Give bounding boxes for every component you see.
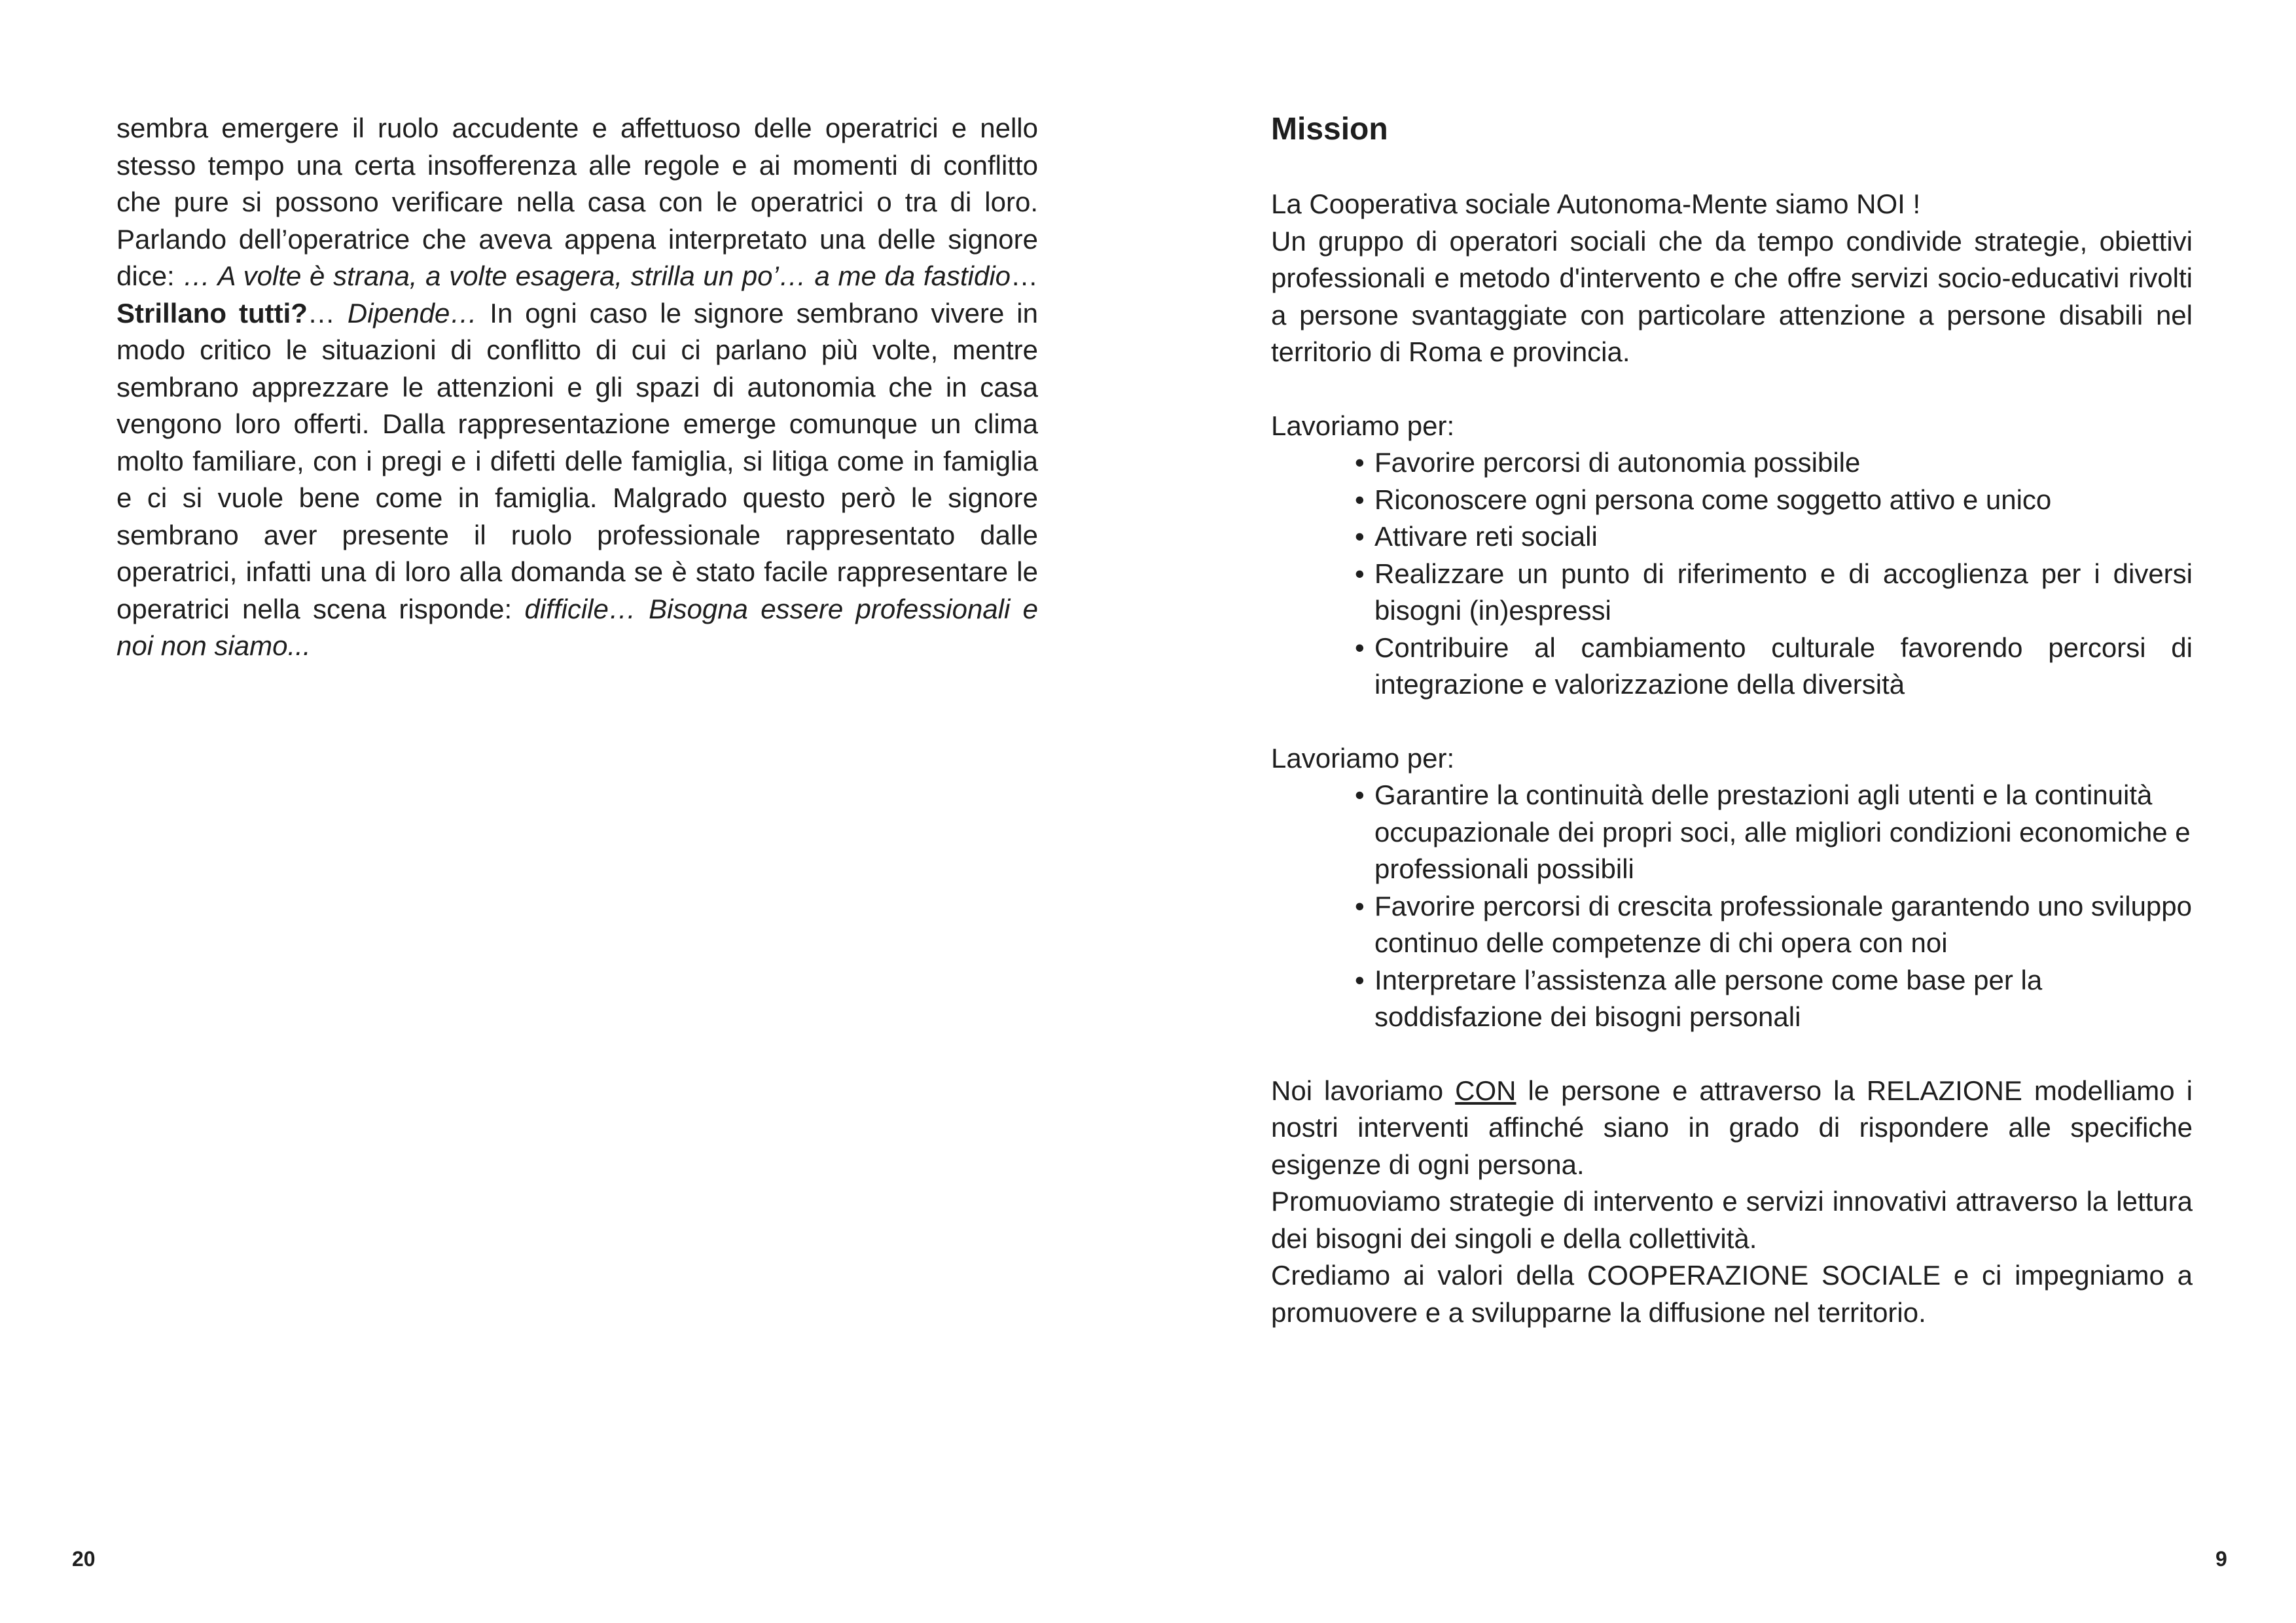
text-run: In ogni caso le signore sembrano vivere in modo critico le situazioni di conflitto di cui ci parlano più volte, mentre sembrano apprezzare le attenzioni e gli spazi di autonomia che in casa vengono loro offerti. Dalla rappresentazione emerge comunque un clima molto familiare, con i pregi e i difetti delle famiglia, si litiga come in famiglia e ci si vuole bene come in famiglia. Malgrado questo però le signore sembrano aver presente il ruolo professionale rappresentato dalle operatrici, infatti una di loro alla domanda se è stato facile rappresentare le operatrici nella scena risponde: <box>117 297 1038 624</box>
intro-line: La Cooperativa sociale Autonoma-Mente siamo NOI ! <box>1271 188 1921 219</box>
closing-paragraph: Noi lavoriamo CON le persone e attraverso la RELAZIONE modelliamo i nostri interventi affinché siano in grado di rispondere alle specifiche esigenze di ogni persona. <box>1271 1075 2193 1180</box>
list-item: • Realizzare un punto di riferimento e di accoglienza per i diversi bisogni (in)espressi <box>1355 556 2193 630</box>
bullet-icon: • <box>1355 890 1365 921</box>
text-run: sembra emergere il ruolo accudente e affettuoso delle operatrici e nello stesso tempo una certa insofferenza alle regole e ai momenti di conflitto che pure si possono verificare nella casa con le operatrici o tra di loro. Parlando dell’operatrice che aveva appena interpretato una delle signore dice: <box>117 113 1038 291</box>
intro-paragraph: Un gruppo di operatori sociali che da tempo condivide strategie, obiettivi professionali e metodo d'intervento e che offre servizi socio-educativi rivolti a persone svantaggiate con particolare attenzione a persone disabili nel territorio di Roma e provincia. <box>1271 225 2193 367</box>
bullet-icon: • <box>1355 558 1365 589</box>
list-item: • Favorire percorsi di crescita professionale garantendo uno sviluppo continuo delle competenze di chi opera con noi <box>1355 888 2206 962</box>
text-run: … <box>307 297 348 329</box>
bullet-list-1 <box>1271 444 2193 704</box>
bullet-icon: • <box>1355 521 1365 552</box>
list-item: • Riconoscere ogni persona come soggetto attivo e unico <box>1355 482 2193 519</box>
page-number: 9 <box>2215 1547 2227 1571</box>
italic-quote: Dipende… <box>347 297 478 329</box>
bullet-icon: • <box>1355 447 1365 478</box>
bullet-list-2 <box>1271 777 2206 1036</box>
list-item: • Contribuire al cambiamento culturale favorendo percorsi di integrazione e valorizzazione della diversità <box>1355 630 2193 704</box>
right-page <box>1148 0 2296 1623</box>
list-item: • Interpretare l’assistenza alle persone come base per la soddisfazione dei bisogni personali <box>1355 962 2206 1036</box>
list-item: • Attivare reti sociali <box>1355 518 2193 556</box>
list-item: • Garantire la continuità delle prestazioni agli utenti e la continuità occupazionale dei propri soci, alle migliori condizioni economiche e professionali possibili <box>1355 777 2206 888</box>
italic-quote: difficile… Bisogna essere professionali e noi non siamo... <box>117 593 1038 661</box>
closing-line: Promuoviamo strategie di intervento e servizi innovativi attraverso la lettura dei bisogni dei singoli e della collettività. <box>1271 1186 2193 1254</box>
bullet-icon: • <box>1355 779 1365 810</box>
bold-question: Strillano tutti? <box>117 297 308 329</box>
list-item: • Favorire percorsi di autonomia possibile <box>1355 444 2193 482</box>
body-paragraph <box>117 110 1038 665</box>
bullet-icon: • <box>1355 964 1365 995</box>
section-title: Mission <box>1271 112 1388 147</box>
mission-section <box>1271 106 2193 1331</box>
bullet-icon: • <box>1355 484 1365 515</box>
italic-quote: … A volte è strana, a volte esagera, strilla un po’… a me da fastidio <box>183 260 1011 291</box>
bullet-icon: • <box>1355 632 1365 663</box>
underlined-word: CON <box>1455 1075 1516 1106</box>
text-run: … <box>1011 260 1039 291</box>
list-label: Lavoriamo per: <box>1271 742 1455 774</box>
list-label: Lavoriamo per: <box>1271 410 1455 441</box>
page-number: 20 <box>72 1547 96 1571</box>
closing-line: Crediamo ai valori della COOPERAZIONE SOCIALE e ci impegniamo a promuovere e a svilupparne la diffusione nel territorio. <box>1271 1260 2193 1328</box>
